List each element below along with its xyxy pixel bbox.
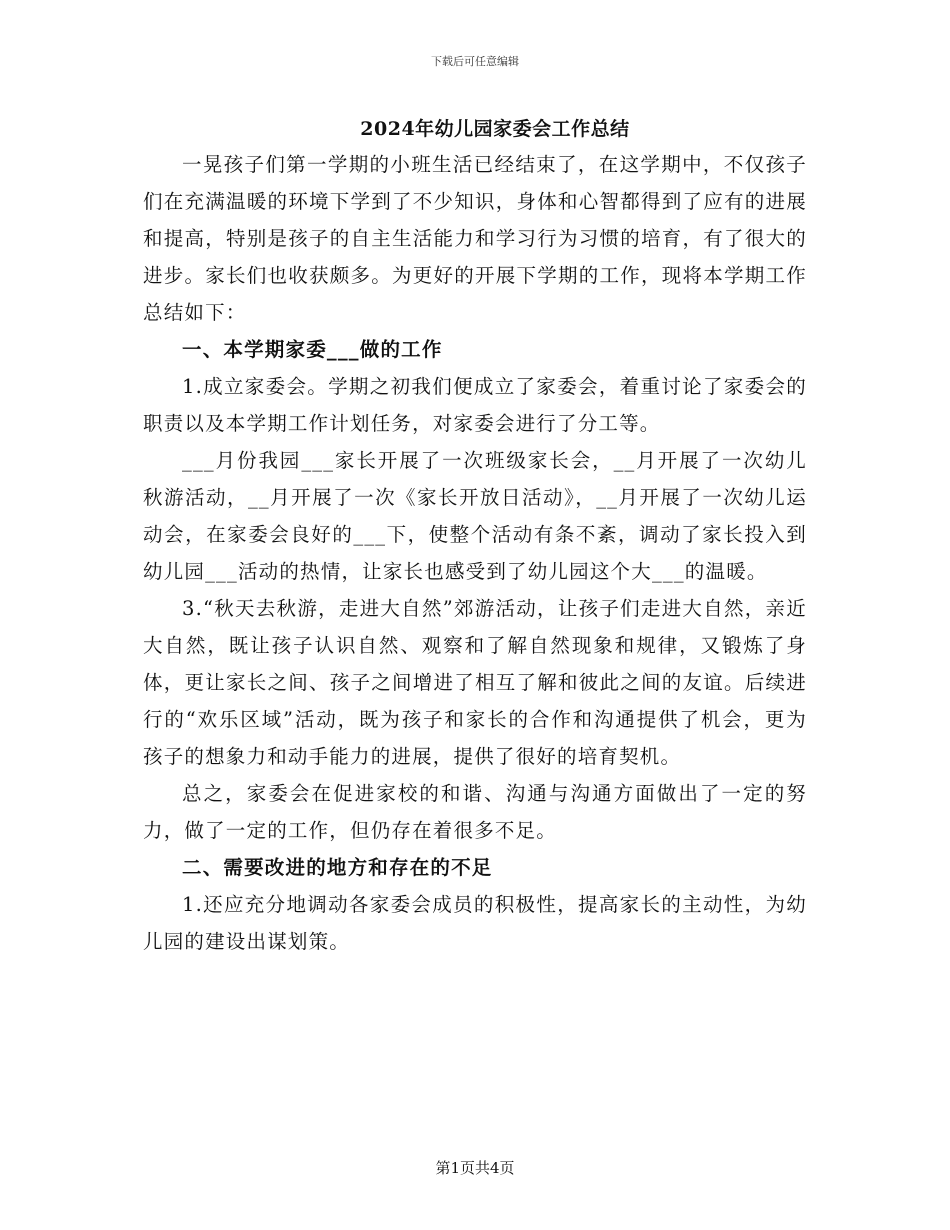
paragraph-summary: 总之，家委会在促进家校的和谐、沟通与沟通方面做出了一定的努力，做了一定的工作，但仍存在着很多不足。	[143, 782, 807, 842]
section-heading-1: 一、本学期家委___做的工作	[182, 338, 443, 361]
paragraph-activities: ___月份我园___家长开展了一次班级家长会，__月开展了一次幼儿秋游活动，__月开展了一次《家长开放日活动》，__月开展了一次幼儿运动会，在家委会良好的___下，使整个活动有条不紊，调动了家长投入到幼儿园___活动的热情，让家长也感受到了幼儿园这个大___的温暖。	[143, 449, 807, 583]
header-note: 下载后可任意编辑	[431, 55, 519, 68]
document-body	[143, 146, 807, 960]
intro-paragraph: 一晃孩子们第一学期的小班生活已经结束了，在这学期中，不仅孩子们在充满温暖的环境下学到了不少知识，身体和心智都得到了应有的进展和提高，特别是孩子的自主生活能力和学习行为习惯的培育，有了很大的进步。家长们也收获颇多。为更好的开展下学期的工作，现将本学期工作总结如下：	[143, 153, 807, 324]
paragraph-item-1: 1.成立家委会。学期之初我们便成立了家委会，着重讨论了家委会的职责以及本学期工作计划任务，对家委会进行了分工等。	[143, 375, 807, 435]
page-footer: 第1页共4页	[435, 1159, 515, 1177]
paragraph-item-3: 3.“秋天去秋游，走进大自然”郊游活动，让孩子们走进大自然，亲近大自然，既让孩子认识自然、观察和了解自然现象和规律，又锻炼了身体，更让家长之间、孩子之间增进了相互了解和彼此之间的友谊。后续进行的“欢乐区域”活动，既为孩子和家长的合作和沟通提供了机会，更为孩子的想象力和动手能力的进展，提供了很好的培育契机。	[143, 597, 807, 768]
document-title: 2024年幼儿园家委会工作总结	[360, 118, 630, 140]
section-heading-2: 二、需要改进的地方和存在的不足	[182, 856, 493, 879]
paragraph-improve-1: 1.还应充分地调动各家委会成员的积极性，提高家长的主动性，为幼儿园的建设出谋划策。	[143, 893, 807, 953]
